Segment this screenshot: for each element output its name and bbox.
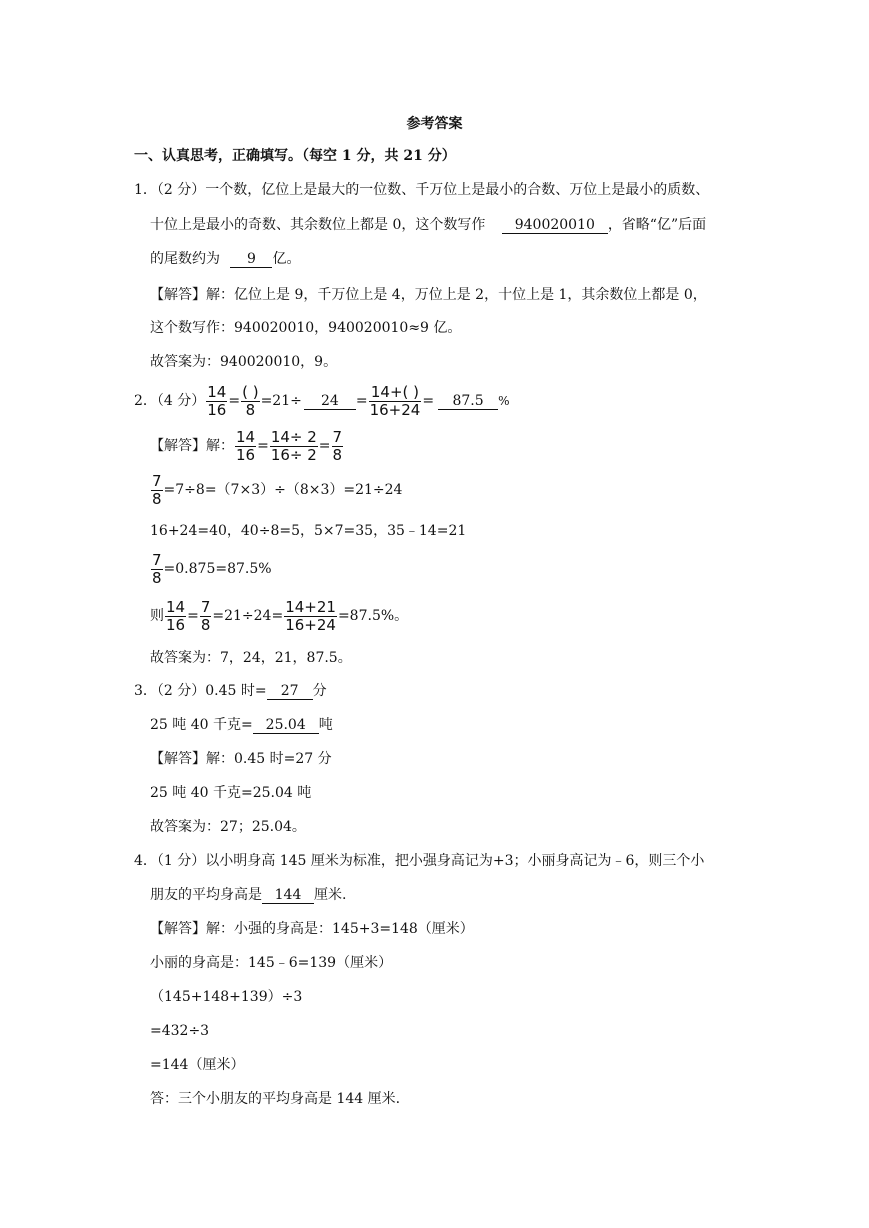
fraction-denominator: 16 [236, 445, 256, 464]
q1-line2 [150, 215, 706, 235]
q4-line2 [150, 885, 346, 905]
fraction [235, 429, 256, 464]
q2-division-text: =21÷ [260, 393, 302, 409]
fraction-numerator: 14+21 [285, 597, 336, 616]
fraction-denominator: 16 [207, 400, 227, 419]
q1-final-answer: 故答案为：940020010，9。 [150, 354, 338, 370]
q3-line2 [150, 715, 333, 735]
fraction [206, 384, 227, 419]
q2-solution-line1 [150, 426, 344, 466]
q1-line1: 1．（2 分）一个数，亿位上是最大的一位数、千万位上是最小的合数、万位上是最小的质数、 [134, 182, 710, 198]
q1-line3 [150, 249, 300, 269]
q2-question [134, 383, 509, 419]
fraction-numerator: 14+( ) [369, 384, 422, 402]
q1-line3-tail: 亿。 [272, 251, 301, 267]
q2-answer-blank-1: 24 [304, 393, 356, 410]
q2-solution-text: =21÷24= [212, 608, 284, 624]
q2-solution-line2 [150, 471, 402, 509]
q2-answer-blank-2: 87.5 [438, 393, 498, 410]
q2-solution-line4 [150, 550, 272, 588]
q3-line2-unit: 吨 [318, 717, 333, 733]
fraction-numerator: ( ) [242, 382, 259, 401]
fraction-denominator: 8 [200, 615, 211, 634]
q1-answer-blank-2: 9 [230, 251, 272, 268]
section-heading: 一、认真思考，正确填写。（每空 1 分，共 21 分） [134, 148, 456, 164]
fraction-numerator: 14 [166, 597, 186, 616]
fraction-numerator: 14 [236, 427, 256, 446]
fraction-numerator: 7 [152, 550, 162, 569]
q4-solution-line5: =144（厘米） [150, 1057, 245, 1073]
fraction-denominator: 16+24 [285, 615, 336, 634]
equals-sign: = [257, 438, 269, 454]
q2-then-label: 则 [150, 608, 164, 624]
fraction [151, 552, 163, 587]
q3-answer-blank-1: 27 [267, 683, 313, 700]
equals-sign: = [318, 438, 331, 454]
q2-solution-text: =0.875=87.5% [163, 561, 272, 577]
fraction [270, 429, 318, 464]
q1-line3-text: 的尾数约为 [150, 251, 220, 267]
fraction-numerator: 14÷ 2 [270, 427, 317, 446]
fraction-numerator: 7 [200, 597, 211, 616]
q3-solution-line1: 【解答】解：0.45 时=27 分 [150, 751, 332, 767]
fraction [369, 384, 422, 419]
q2-prefix: 2．（4 分） [134, 393, 206, 409]
fraction-numerator: 7 [332, 427, 343, 446]
fraction [165, 599, 186, 634]
fraction-denominator: 16+24 [369, 400, 421, 419]
fraction-numerator: 7 [152, 471, 162, 490]
fraction-denominator: 8 [245, 400, 256, 419]
fraction [332, 429, 344, 464]
fraction [241, 384, 259, 419]
q3-line1-unit: 分 [312, 683, 327, 699]
fraction [151, 473, 163, 508]
q4-line2-unit: 厘米. [314, 887, 347, 903]
q2-solution-line3: 16+24=40，40÷8=5，5×7=35，35﹣14=21 [150, 523, 467, 539]
q1-solution-line1: 【解答】解：亿位上是 9，千万位上是 4，万位上是 2，十位上是 1，其余数位上都是 0， [150, 287, 707, 303]
equals-sign: = [422, 393, 435, 409]
q1-line2-tail: ，省略“亿”后面 [607, 217, 707, 233]
percent-sign: % [498, 394, 510, 408]
q2-final-answer: 故答案为：7，24，21，87.5。 [150, 650, 352, 666]
q4-solution-line2: 小丽的身高是：145﹣6=139（厘米） [150, 955, 393, 971]
equals-sign: = [355, 393, 368, 409]
q4-final-answer: 答：三个小朋友的平均身高是 144 厘米. [150, 1091, 401, 1107]
fraction-denominator: 16 [166, 615, 186, 634]
equals-sign: = [228, 393, 241, 409]
q1-solution-line2: 这个数写作：940020010，940020010≈9 亿。 [150, 320, 462, 336]
fraction-denominator: 8 [152, 489, 162, 508]
page-title: 参考答案 [406, 116, 463, 132]
fraction-denominator: 16÷ 2 [270, 445, 317, 464]
q4-solution-line4: =432÷3 [150, 1023, 210, 1039]
q3-solution-line2: 25 吨 40 千克=25.04 吨 [150, 785, 312, 801]
q4-line2-text: 朋友的平均身高是 [150, 887, 262, 903]
q3-line1-text: 3．（2 分）0.45 时= [134, 683, 267, 699]
q3-line2-text: 25 吨 40 千克= [150, 717, 253, 733]
q2-solution-text: =7÷8=（7×3）÷（8×3）=21÷24 [163, 482, 403, 498]
fraction-denominator: 8 [152, 568, 162, 587]
q1-line2-text: 十位上是最小的奇数、其余数位上都是 0，这个数写作 [150, 217, 486, 233]
fraction [284, 599, 337, 634]
q4-answer-blank-1: 144 [262, 887, 314, 904]
q4-line1: 4．（1 分）以小明身高 145 厘米为标准，把小强身高记为+3；小丽身高记为﹣6，则三个小 [134, 853, 705, 869]
q4-solution-line1: 【解答】解：小强的身高是：145+3=148（厘米） [150, 921, 474, 937]
q2-solution-text: =87.5%。 [337, 608, 409, 624]
fraction-numerator: 14 [207, 382, 227, 401]
q4-solution-line3: （145+148+139）÷3 [150, 989, 303, 1005]
fraction-denominator: 8 [332, 445, 343, 464]
q3-line1 [134, 681, 327, 701]
equals-sign: = [187, 608, 199, 624]
q1-answer-blank-1: 940020010 [502, 217, 608, 234]
q3-answer-blank-2: 25.04 [253, 717, 319, 734]
fraction [200, 599, 212, 634]
q2-solution-line5 [150, 596, 408, 636]
solution-label: 【解答】解： [150, 438, 234, 454]
q3-final-answer: 故答案为：27；25.04。 [150, 819, 306, 835]
